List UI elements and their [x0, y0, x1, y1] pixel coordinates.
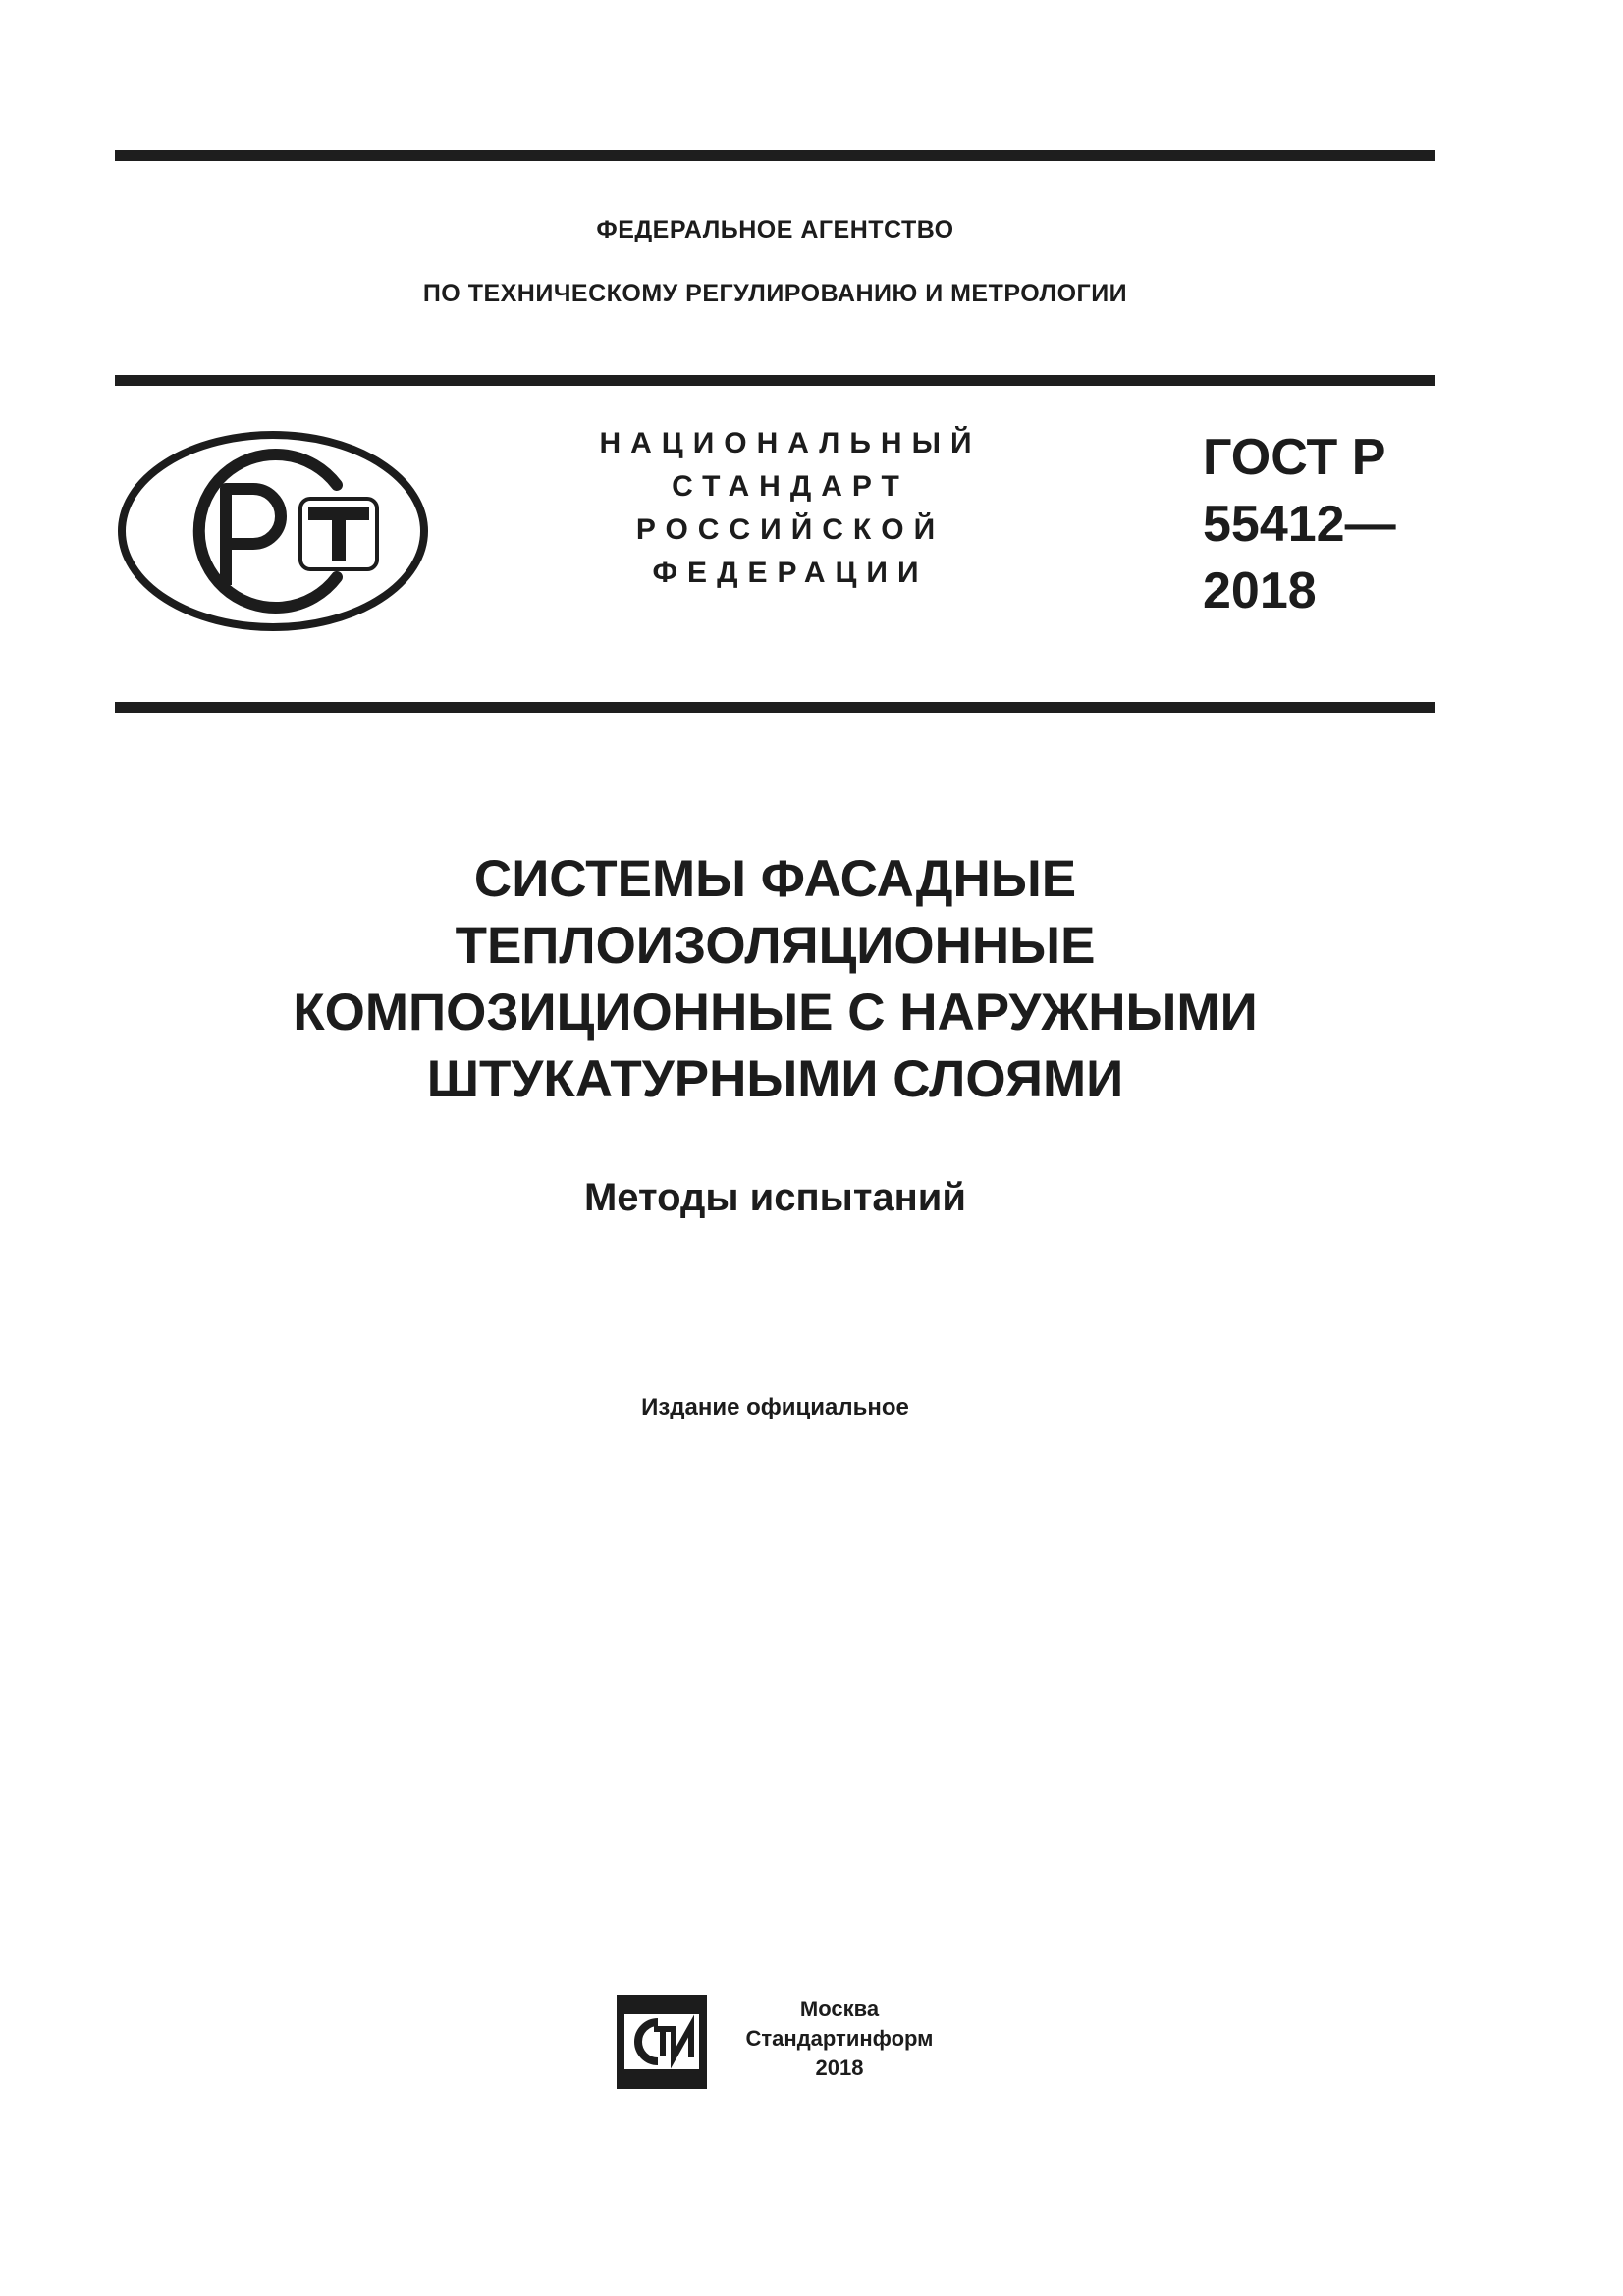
agency-line-1: ФЕДЕРАЛЬНОЕ АГЕНТСТВО	[596, 216, 954, 243]
publisher-year: 2018	[815, 2056, 864, 2080]
title-line-2: ТЕПЛОИЗОЛЯЦИОННЫЕ	[455, 917, 1096, 975]
publisher-name: Стандартинформ	[745, 2026, 934, 2051]
title-rule	[115, 702, 1435, 713]
standard-designation	[1203, 424, 1396, 624]
document-title	[115, 846, 1435, 1113]
document-subtitle: Методы испытаний	[583, 1176, 966, 1219]
title-line-3: КОМПОЗИЦИОННЫЕ С НАРУЖНЫМИ	[293, 984, 1258, 1041]
standard-type-label	[530, 422, 1051, 595]
title-line-4: ШТУКАТУРНЫМИ СЛОЯМИ	[426, 1050, 1124, 1108]
standard-type-line-2: СТАНДАРТ	[672, 470, 909, 503]
standard-type-line-4: ФЕДЕРАЦИИ	[652, 557, 929, 589]
publisher-city: Москва	[799, 1997, 880, 2021]
publisher-info	[717, 1995, 962, 2083]
designation-line-3: 2018	[1203, 562, 1317, 619]
standartinform-logo-icon	[615, 1993, 709, 2091]
standard-type-line-3: РОССИЙСКОЙ	[635, 513, 946, 546]
standard-type-line-1: НАЦИОНАЛЬНЫЙ	[599, 427, 982, 459]
edition-label: Издание официальное	[641, 1394, 909, 1420]
rst-certification-mark-icon	[116, 428, 430, 634]
designation-line-1: ГОСТ Р	[1203, 429, 1386, 486]
top-rule	[115, 150, 1435, 161]
agency-line-2: ПО ТЕХНИЧЕСКОМУ РЕГУЛИРОВАНИЮ И МЕТРОЛОГИИ	[422, 280, 1128, 307]
designation-line-2: 55412—	[1203, 496, 1396, 553]
header-rule	[115, 375, 1435, 386]
title-line-1: СИСТЕМЫ ФАСАДНЫЕ	[473, 850, 1077, 908]
